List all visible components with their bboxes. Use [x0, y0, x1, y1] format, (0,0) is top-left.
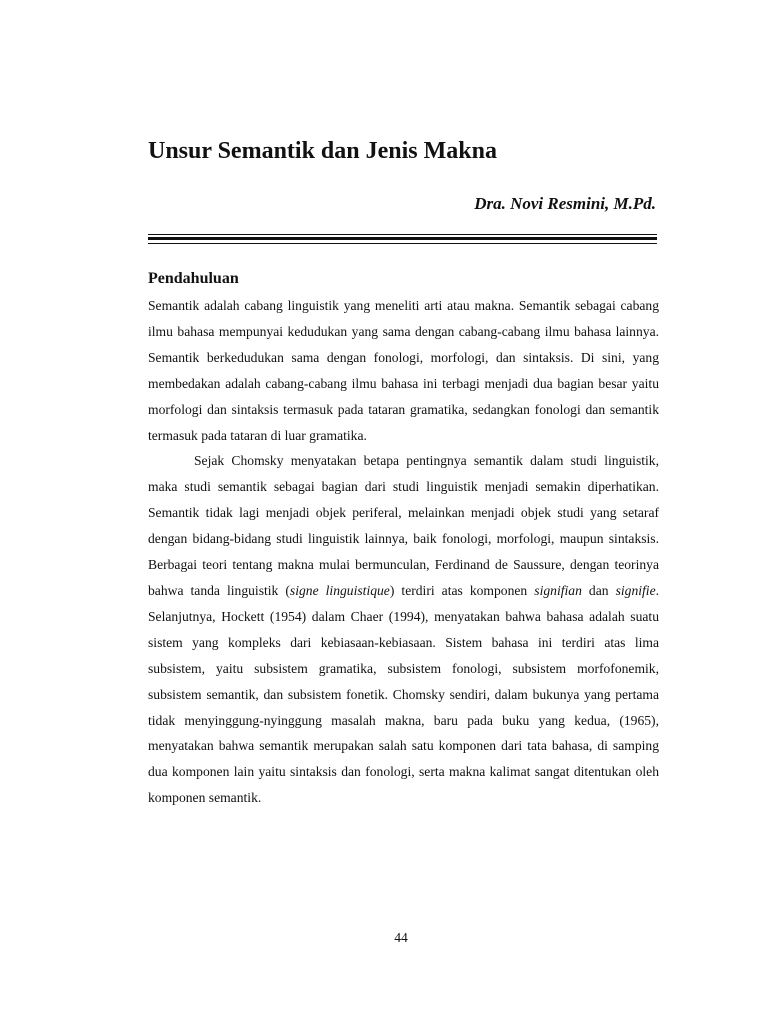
title-divider-top	[148, 234, 657, 235]
page-number: 44	[394, 930, 408, 945]
paragraph-1: Semantik adalah cabang linguistik yang meneliti arti atau makna. Semantik sebagai cabang ilmu bahasa mempunyai kedudukan yang sama dengan cabang-cabang ilmu bahasa lainnya. Semantik berkedudukan sama dengan fonologi, morfologi, dan sintaksis. Di sini, yang membedakan adalah cabang-cabang ilmu bahasa ini terbagi menjadi dua bagian besar yaitu morfologi dan sintaksis termasuk pada tataran gramatika, sedangkan fonologi dan semantik termasuk pada tataran di luar gramatika.	[148, 298, 659, 443]
body-text	[148, 293, 659, 811]
paragraph-2-text-2: ) terdiri atas komponen	[389, 582, 535, 598]
author-name: Dra. Novi Resmini, M.Pd.	[474, 194, 656, 213]
page-title: Unsur Semantik dan Jenis Makna	[148, 138, 497, 164]
title-divider-bottom	[148, 243, 657, 244]
term-signifian: signifian	[534, 582, 582, 598]
paragraph-2-text-3: dan	[581, 582, 616, 598]
paragraph-2-text-4: . Selanjutnya, Hockett (1954) dalam Chaer (1994), menyatakan bahwa bahasa adalah suatu sistem yang kompleks dari kebiasaan-kebiasaan. Sistem bahasa ini terdiri atas lima subsistem, yaitu subsistem gramatika, subsistem fonologi, subsistem morfofonemik, subsistem semantik, dan subsistem fonetik. Chomsky sendiri, dalam bukunya yang pertama tidak menyinggung-nyinggung masalah makna, baru pada buku yang kedua, (1965), menyatakan bahwa semantik merupakan salah satu komponen dari tata bahasa, di samping dua komponen lain yaitu sintaksis dan fonologi, serta makna kalimat sangat ditentukan oleh komponen semantik.	[148, 582, 660, 806]
paragraph-2-text-1: Sejak Chomsky menyatakan betapa pentingnya semantik dalam studi linguistik, maka studi semantik sebagai bagian dari studi linguistik menjadi semakin diperhatikan. Semantik tidak lagi menjadi objek periferal, melainkan menjadi objek studi yang setaraf dengan bidang-bidang studi linguistik lainnya, baik fonologi, morfologi, maupun sintaksis. Berbagai teori tentang makna mulai bermunculan, Ferdinand de Saussure, dengan teorinya bahwa tanda linguistik (	[148, 453, 659, 598]
term-signifie: signifie	[615, 582, 656, 598]
section-heading: Pendahuluan	[148, 270, 239, 287]
paragraph-2	[148, 448, 659, 811]
term-signe-linguistique: signe linguistique	[289, 582, 390, 598]
title-divider-middle	[148, 237, 657, 240]
